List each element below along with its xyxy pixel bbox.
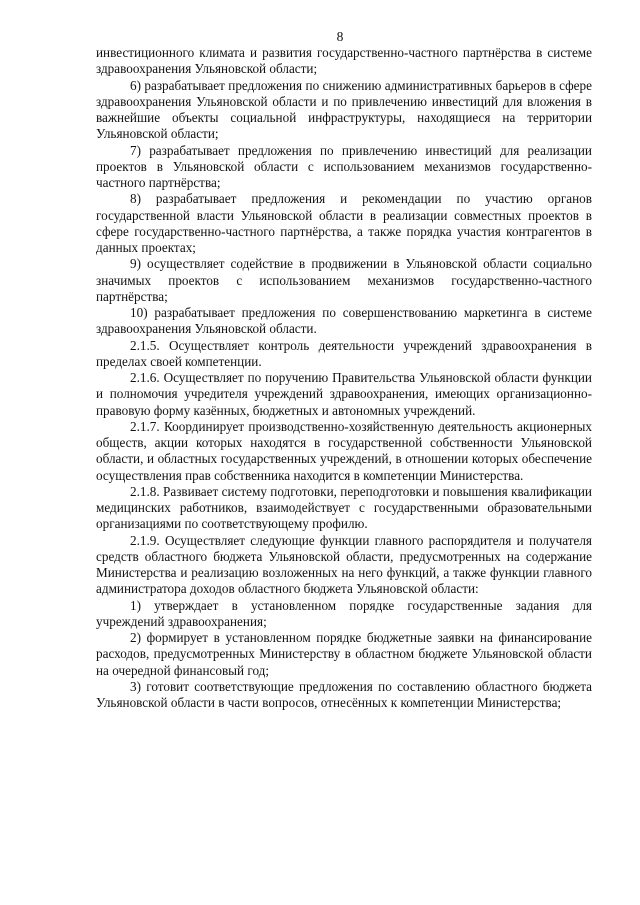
- paragraph: 2.1.7. Координирует производственно-хозяйственную деятельность акционерных обществ, акции которых находятся в государственной собственности Ульяновской области, и областных государственных учреждений, в отношении которых обеспечение осуществления прав собственника находится в компетенции Министерства.: [96, 418, 592, 483]
- paragraph: 7) разрабатывает предложения по привлечению инвестиций для реализации проектов в Ульяновской области с использованием механизмов государственно-частного партнёрства;: [96, 142, 592, 190]
- paragraph: 6) разрабатывает предложения по снижению административных барьеров в сфере здравоохранения Ульяновской области и по привлечению инвестиций для вложения в важнейшие объекты социальной инфраструктуры, находящиеся на территории Ульяновской области;: [96, 77, 592, 142]
- document-body: [96, 45, 592, 711]
- paragraph: 2.1.6. Осуществляет по поручению Правительства Ульяновской области функции и полномочия учредителя учреждений здравоохранения, имеющих организационно-правовую форму казённых, бюджетных и автономных учреждений.: [96, 370, 592, 418]
- paragraph: 1) утверждает в установленном порядке государственные задания для учреждений здравоохранения;: [96, 597, 592, 629]
- page-number: 8: [336, 29, 344, 44]
- paragraph: 2.1.9. Осуществляет следующие функции главного распорядителя и получателя средств областного бюджета Ульяновской области, предусмотренных на содержание Министерства и реализацию возложенных на него функций, а также функции главного администратора доходов областного бюджета Ульяновской области:: [96, 532, 592, 597]
- paragraph: 9) осуществляет содействие в продвижении в Ульяновской области социально значимых проектов с использованием механизмов государственно-частного партнёрства;: [96, 256, 592, 304]
- paragraph: 2) формирует в установленном порядке бюджетные заявки на финансирование расходов, предусмотренных Министерству в областном бюджете Ульяновской области на очередной финансовый год;: [96, 630, 592, 678]
- paragraph: инвестиционного климата и развития государственно-частного партнёрства в системе здравоохранения Ульяновской области;: [96, 45, 592, 77]
- paragraph: 10) разрабатывает предложения по совершенствованию маркетинга в системе здравоохранения Ульяновской области.: [96, 305, 592, 337]
- paragraph: 3) готовит соответствующие предложения по составлению областного бюджета Ульяновской области в части вопросов, отнесённых к компетенции Министерства;: [96, 678, 592, 710]
- paragraph: 8) разрабатывает предложения и рекомендации по участию органов государственной власти Ульяновской области в реализации совместных проектов в сфере государственно-частного партнёрства, а также порядка участия контрагентов в данных проектах;: [96, 191, 592, 255]
- paragraph: 2.1.5. Осуществляет контроль деятельности учреждений здравоохранения в пределах своей компетенции.: [96, 337, 592, 369]
- paragraph: 2.1.8. Развивает систему подготовки, переподготовки и повышения квалификации медицинских работников, взаимодействует с государственными образовательными организациями по соответствующему профилю.: [96, 483, 592, 532]
